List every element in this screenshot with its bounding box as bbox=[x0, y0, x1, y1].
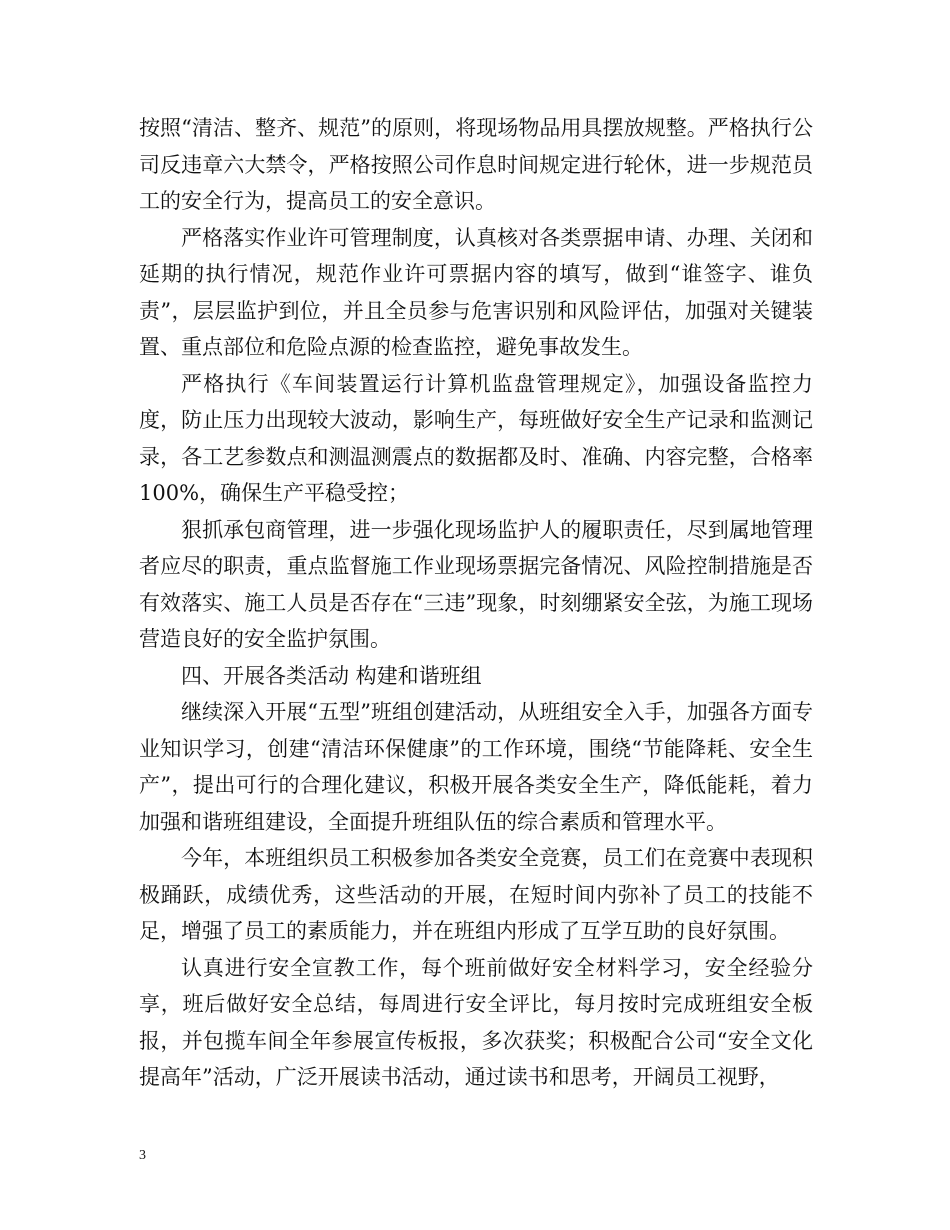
paragraph-continued: 按照“清洁、整齐、规范”的原则，将现场物品用具摆放规整。严格执行公司反违章六大禁令，严格按照公司作息时间规定进行轮休，进一步规范员工的安全行为，提高员工的安全意识。 bbox=[139, 116, 813, 213]
section-heading: 四、开展各类活动 构建和谐班组 bbox=[181, 663, 482, 688]
document-body bbox=[139, 110, 813, 1096]
paragraph-monitoring: 严格执行《车间装置运行计算机监盘管理规定》，加强设备监控力度，防止压力出现较大波动，影响生产，每班做好安全生产记录和监测记录，各工艺参数点和测温测震点的数据都及时、准确、内容完整，合格率 100%，确保生产平稳受控； bbox=[139, 371, 813, 505]
paragraph-work-permit: 严格落实作业许可管理制度，认真核对各类票据申请、办理、关闭和延期的执行情况，规范作业许可票据内容的填写，做到“谁签字、谁负责”，层层监护到位，并且全员参与危害识别和风险评估，加强对关键装置、重点部位和危险点源的检查监控，避免事故发生。 bbox=[139, 225, 813, 359]
paragraph-competitions: 今年，本班组织员工积极参加各类安全竞赛，员工们在竞赛中表现积极踊跃，成绩优秀，这些活动的开展，在短时间内弥补了员工的技能不足，增强了员工的素质能力，并在班组内形成了互学互助的良好氛围。 bbox=[139, 846, 813, 943]
paragraph-safety-education: 认真进行安全宣教工作，每个班前做好安全材料学习，安全经验分享，班后做好安全总结，每周进行安全评比，每月按时完成班组安全板报，并包揽车间全年参展宣传板报，多次获奖；积极配合公司“安全文化提高年”活动，广泛开展读书活动，通过读书和思考，开阔员工视野， bbox=[139, 955, 813, 1089]
page-number: 3 bbox=[139, 1148, 146, 1163]
paragraph-team-building: 继续深入开展“五型”班组创建活动，从班组安全入手，加强各方面专业知识学习，创建“清洁环保健康”的工作环境，围绕“节能降耗、安全生产”，提出可行的合理化建议，积极开展各类安全生产，降低能耗，着力加强和谐班组建设，全面提升班组队伍的综合素质和管理水平。 bbox=[139, 700, 813, 834]
paragraph-contractor: 狠抓承包商管理，进一步强化现场监护人的履职责任，尽到属地管理者应尽的职责，重点监督施工作业现场票据完备情况、风险控制措施是否有效落实、施工人员是否存在“三违”现象，时刻绷紧安全弦，为施工现场营造良好的安全监护氛围。 bbox=[139, 517, 813, 651]
